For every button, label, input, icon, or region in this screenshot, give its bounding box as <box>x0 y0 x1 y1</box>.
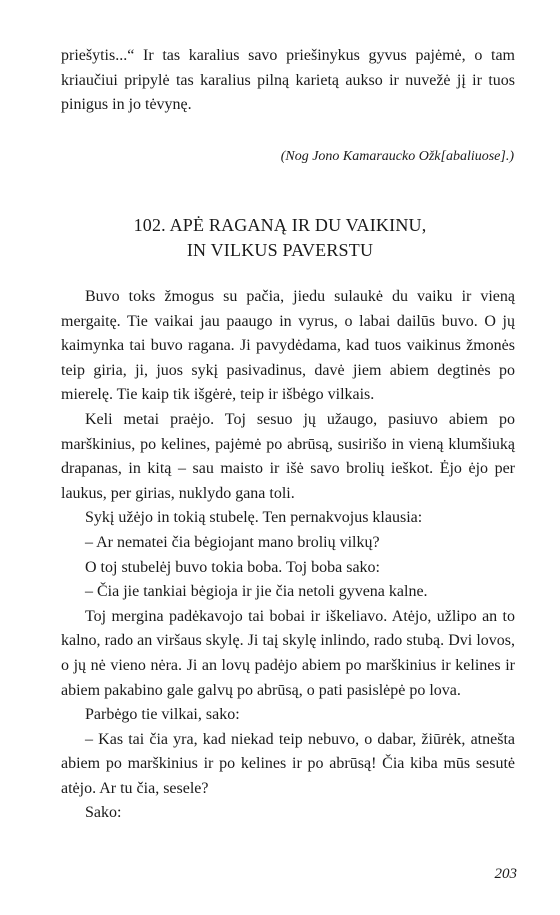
paragraph: Sako: <box>85 804 122 822</box>
story-body <box>61 285 515 826</box>
paragraph: Sykį užėjo in tokią stubelę. Ten pernakvojus klausia: <box>85 509 423 527</box>
page-number: 203 <box>494 866 517 882</box>
source-note: (Nog Jono Kamarauckο Ožk[abaliuose].) <box>280 149 514 164</box>
paragraph: O toj stubelėj buvo tokia boba. Toj boba sako: <box>85 558 380 576</box>
story-heading <box>0 213 560 263</box>
paragraph: Keli metai praėjo. Toj sesuo jų užaugo, pasiuvo abiem po marškinius, po kelines, pajėmė po abrūsą, susirišo in vieną klumšiuką drapanas, in kitą – sau maisto ir išė savo brolių ieškot. Ėjo ėjo per laukus, per girias, nuklydo gana toli. <box>61 410 515 502</box>
dialogue-line: – Čia jie tankiai bėgioja ir jie čia netoli gyvena kalne. <box>85 583 428 601</box>
paragraph: Toj mergina padėkavojo tai bobai ir iškeliavo. Atėjo, užlipo an to kalno, rado an viršaus skylę. Ji taį skylę inlindo, rado stubą. Dvi lovos, o jų nė vieno nėra. Ji an lovų padėjo abiem po marškinius ir kelines ir abiem pakabino gale galvų po abrūsą, o pati pasislėpė po lova. <box>61 607 515 699</box>
dialogue-line: – Ar nematei čia bėgiojant mano brolių vilkų? <box>85 533 380 551</box>
intro-paragraph: priešytis...“ Ir tas karalius savo priešinykus gyvus pajėmė, o tam kriaučiui pripylė tas karalius pilną karietą aukso ir nuvežė jį ir tuos pinigus in jo tėvynę. <box>61 47 515 114</box>
paragraph: Buvo toks žmogus su pačia, jiedu sulaukė du vaiku ir vieną mergaitę. Tie vaikai jau paaugo in vyrus, o labai dailūs buvo. O jų kaimynka tai buvo ragana. Ji pavydėdama, kad tuos vaikinus žmonės teip giria, ji, juos sykį pasivadinus, davė jiem abiem degtinės po mierelę. Tie kaip tik išgėrė, teip ir išbėgo vilkais. <box>61 288 515 404</box>
heading-line-1: 102. APĖ RAGANĄ IR DU VAIKINU, <box>133 215 427 235</box>
intro-paragraph-block <box>61 44 515 118</box>
heading-line-2: IN VILKUS PAVERSTU <box>186 240 374 260</box>
paragraph: Parbėgo tie vilkai, sako: <box>85 706 240 724</box>
dialogue-line: – Kas tai čia yra, kad niekad teip nebuvo, o dabar, žiūrėk, atnešta abiem po marškinius ir po kelines ir po abrūsą! Čia kiba mūs sesutė atėjo. Ar tu čia, sesele? <box>61 730 515 797</box>
